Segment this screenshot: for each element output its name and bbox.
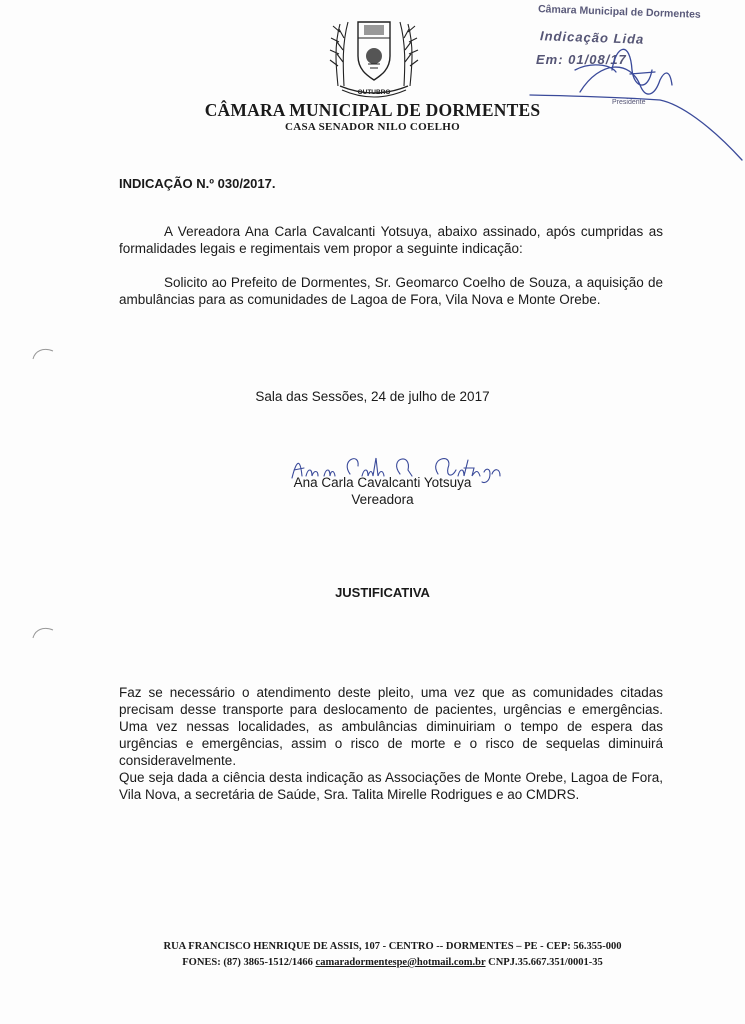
signer-block — [0, 474, 745, 508]
footer-email-link[interactable]: camaradormentespe@hotmail.com.br — [315, 957, 486, 968]
stamp-date: Em: 01/08/17 — [536, 52, 627, 67]
institution-name: CÂMARA MUNICIPAL DE DORMENTES — [204, 100, 541, 120]
signer-role: Vereadora — [351, 492, 414, 507]
stamp-institution: Câmara Municipal de Dormentes — [537, 3, 701, 21]
footer-cnpj: CNPJ.35.667.351/0001-35 — [488, 957, 603, 968]
signer-name: Ana Carla Cavalcanti Yotsuya — [293, 475, 472, 490]
document-title: INDICAÇÃO N.º 030/2017. — [119, 176, 276, 191]
introduction-paragraph: A Vereadora Ana Carla Cavalcanti Yotsuya, abaixo assinado, após cumpridas as formalidades legais e regimentais vem propor a seguinte indicação: — [119, 224, 663, 256]
institution-subtitle: CASA SENADOR NILO COELHO — [285, 121, 460, 133]
coat-of-arms-emblem — [318, 16, 430, 100]
crest-ribbon-text: OUTUBRO — [357, 89, 391, 96]
punch-hole-mark — [31, 624, 57, 642]
justification-body — [119, 684, 663, 803]
footer-address: RUA FRANCISCO HENRIQUE DE ASSIS, 107 - CENTRO -- DORMENTES – PE - CEP: 56.355-000 — [163, 941, 622, 952]
stamp-status: Indicação Lida — [539, 28, 645, 47]
justification-paragraph: Faz se necessário o atendimento deste pleito, uma vez que as comunidades citadas precisam desse transporte para deslocamento de pacientes, urgências e emergências. Uma vez nessas localidades, as ambulâncias diminuiriam o tempo de espera das urgências e emergências, assim o risco de morte e o risco de sequelas diminuirá consideravelmente. — [119, 685, 663, 768]
justification-title: JUSTIFICATIVA — [335, 585, 430, 600]
stamp-role: Presidente — [612, 99, 646, 106]
justification-paragraph: Que seja dada a ciência desta indicação as Associações de Monte Orebe, Lagoa de Fora, Vila Nova, a secretária de Saúde, Sra. Talita Mirelle Rodrigues e ao CMDRS. — [119, 770, 663, 802]
footer-phones: FONES: (87) 3865-1512/1466 — [182, 957, 313, 968]
footer-contacts — [0, 957, 745, 968]
punch-hole-mark — [31, 345, 57, 363]
request-paragraph: Solicito ao Prefeito de Dormentes, Sr. Geomarco Coelho de Souza, a aquisição de ambulâncias para as comunidades de Lagoa de Fora, Vila Nova e Monte Orebe. — [119, 275, 663, 307]
place-and-date: Sala das Sessões, 24 de julho de 2017 — [255, 389, 490, 404]
stamp-handwritten-ink — [520, 0, 745, 170]
